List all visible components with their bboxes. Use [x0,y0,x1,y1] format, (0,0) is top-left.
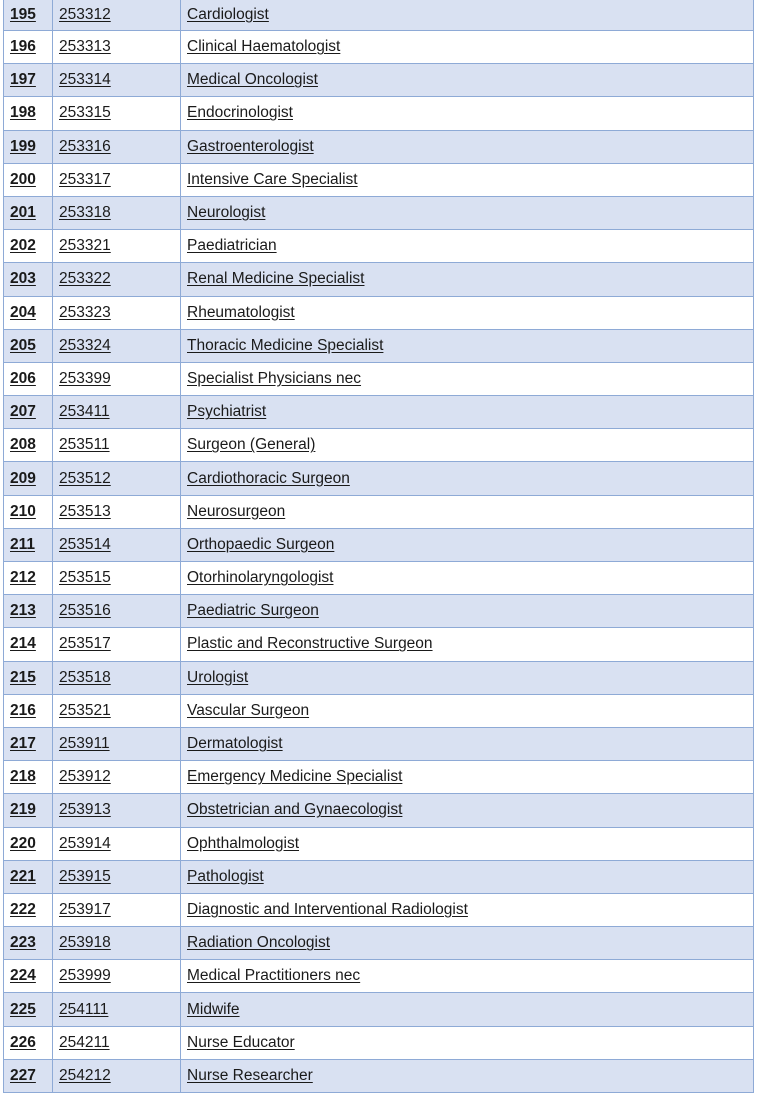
occupation-code-link[interactable]: 253915 [53,860,181,893]
row-number-link[interactable]: 202 [4,230,53,263]
table-row [4,927,754,960]
table-row [4,893,754,926]
occupation-name-link[interactable]: Nurse Educator [181,1026,754,1059]
table-row [4,1059,754,1092]
row-number-link[interactable]: 198 [4,97,53,130]
table-row [4,64,754,97]
occupation-code-link[interactable]: 253411 [53,396,181,429]
row-number-link[interactable]: 227 [4,1059,53,1092]
occupation-code-link[interactable]: 253914 [53,827,181,860]
occupation-code-link[interactable]: 253324 [53,329,181,362]
occupation-name-link[interactable]: Paediatrician [181,230,754,263]
table-row [4,495,754,528]
occupation-name-link[interactable]: Endocrinologist [181,97,754,130]
row-number-link[interactable]: 214 [4,628,53,661]
occupation-name-link[interactable]: Radiation Oncologist [181,927,754,960]
row-number-link[interactable]: 218 [4,761,53,794]
table-row [4,263,754,296]
table-row [4,163,754,196]
occupation-name-link[interactable]: Pathologist [181,860,754,893]
row-number-link[interactable]: 209 [4,462,53,495]
occupation-name-link[interactable]: Paediatric Surgeon [181,595,754,628]
row-number-link[interactable]: 203 [4,263,53,296]
row-number-link[interactable]: 196 [4,31,53,64]
occupation-code-link[interactable]: 253513 [53,495,181,528]
occupation-name-link[interactable]: Vascular Surgeon [181,694,754,727]
row-number-link[interactable]: 217 [4,727,53,760]
table-body [4,0,754,1093]
table-row [4,429,754,462]
row-number-link[interactable]: 223 [4,927,53,960]
occupation-code-link[interactable]: 253517 [53,628,181,661]
occupation-name-link[interactable]: Orthopaedic Surgeon [181,528,754,561]
occupation-name-link[interactable]: Psychiatrist [181,396,754,429]
table-row [4,761,754,794]
row-number-link[interactable]: 199 [4,130,53,163]
table-row [4,661,754,694]
occupation-code-link[interactable]: 253318 [53,196,181,229]
row-number-link[interactable]: 224 [4,960,53,993]
occupation-code-link[interactable]: 253918 [53,927,181,960]
table-row [4,31,754,64]
row-number-link[interactable]: 226 [4,1026,53,1059]
occupation-code-link[interactable]: 253316 [53,130,181,163]
table-row [4,396,754,429]
table-row [4,860,754,893]
occupation-code-link[interactable]: 253321 [53,230,181,263]
occupation-code-link[interactable]: 253518 [53,661,181,694]
occupation-name-link[interactable]: Dermatologist [181,727,754,760]
occupation-code-link[interactable]: 253515 [53,562,181,595]
table-row [4,794,754,827]
occupation-code-link[interactable]: 254212 [53,1059,181,1092]
table-row [4,196,754,229]
table-row [4,628,754,661]
occupation-name-link[interactable]: Urologist [181,661,754,694]
occupation-name-link[interactable]: Gastroenterologist [181,130,754,163]
table-row [4,993,754,1026]
row-number-link[interactable]: 212 [4,562,53,595]
occupation-code-link[interactable]: 253521 [53,694,181,727]
table-row [4,1026,754,1059]
row-number-link[interactable]: 220 [4,827,53,860]
table-row [4,528,754,561]
occupation-code-link[interactable]: 253917 [53,893,181,926]
row-number-link[interactable]: 225 [4,993,53,1026]
occupation-name-link[interactable]: Thoracic Medicine Specialist [181,329,754,362]
row-number-link[interactable]: 211 [4,528,53,561]
occupation-name-link[interactable]: Medical Practitioners nec [181,960,754,993]
occupation-name-link[interactable]: Medical Oncologist [181,64,754,97]
occupation-name-link[interactable]: Neurosurgeon [181,495,754,528]
occupation-code-link[interactable]: 253516 [53,595,181,628]
occupation-code-link[interactable]: 253317 [53,163,181,196]
occupation-code-link[interactable]: 253399 [53,362,181,395]
occupation-list-table-container [3,0,754,1093]
occupation-name-link[interactable]: Otorhinolaryngologist [181,562,754,595]
table-row [4,595,754,628]
occupation-code-link[interactable]: 253512 [53,462,181,495]
row-number-link[interactable]: 210 [4,495,53,528]
occupation-name-link[interactable]: Specialist Physicians nec [181,362,754,395]
table-row [4,296,754,329]
occupation-name-link[interactable]: Renal Medicine Specialist [181,263,754,296]
occupation-name-link[interactable]: Intensive Care Specialist [181,163,754,196]
occupation-list-table [3,0,754,1093]
occupation-code-link[interactable]: 253314 [53,64,181,97]
occupation-name-link[interactable]: Plastic and Reconstructive Surgeon [181,628,754,661]
row-number-link[interactable]: 216 [4,694,53,727]
row-number-link[interactable]: 205 [4,329,53,362]
occupation-code-link[interactable]: 253912 [53,761,181,794]
table-row [4,562,754,595]
row-number-link[interactable]: 213 [4,595,53,628]
occupation-name-link[interactable]: Diagnostic and Interventional Radiologist [181,893,754,926]
occupation-code-link[interactable]: 253322 [53,263,181,296]
table-row [4,97,754,130]
table-row [4,362,754,395]
occupation-code-link[interactable]: 254211 [53,1026,181,1059]
occupation-name-link[interactable]: Ophthalmologist [181,827,754,860]
occupation-code-link[interactable]: 253911 [53,727,181,760]
occupation-name-link[interactable]: Nurse Researcher [181,1059,754,1092]
table-row [4,462,754,495]
occupation-code-link[interactable]: 253514 [53,528,181,561]
row-number-link[interactable]: 215 [4,661,53,694]
occupation-code-link[interactable]: 253323 [53,296,181,329]
table-row [4,329,754,362]
occupation-code-link[interactable]: 253913 [53,794,181,827]
occupation-name-link[interactable]: Surgeon (General) [181,429,754,462]
row-number-link[interactable]: 221 [4,860,53,893]
occupation-name-link[interactable]: Clinical Haematologist [181,31,754,64]
table-row [4,230,754,263]
occupation-name-link[interactable]: Emergency Medicine Specialist [181,761,754,794]
table-row [4,130,754,163]
occupation-code-link[interactable]: 253312 [53,0,181,31]
table-row [4,827,754,860]
table-row [4,960,754,993]
row-number-link[interactable]: 200 [4,163,53,196]
row-number-link[interactable]: 222 [4,893,53,926]
row-number-link[interactable]: 219 [4,794,53,827]
occupation-name-link[interactable]: Midwife [181,993,754,1026]
row-number-link[interactable]: 207 [4,396,53,429]
occupation-code-link[interactable]: 253511 [53,429,181,462]
occupation-code-link[interactable]: 253313 [53,31,181,64]
row-number-link[interactable]: 206 [4,362,53,395]
table-row [4,0,754,31]
table-row [4,694,754,727]
row-number-link[interactable]: 201 [4,196,53,229]
row-number-link[interactable]: 195 [4,0,53,31]
occupation-code-link[interactable]: 253999 [53,960,181,993]
occupation-name-link[interactable]: Cardiothoracic Surgeon [181,462,754,495]
row-number-link[interactable]: 204 [4,296,53,329]
occupation-name-link[interactable]: Cardiologist [181,0,754,31]
occupation-code-link[interactable]: 254111 [53,993,181,1026]
occupation-name-link[interactable]: Rheumatologist [181,296,754,329]
table-row [4,727,754,760]
occupation-name-link[interactable]: Neurologist [181,196,754,229]
row-number-link[interactable]: 197 [4,64,53,97]
row-number-link[interactable]: 208 [4,429,53,462]
occupation-name-link[interactable]: Obstetrician and Gynaecologist [181,794,754,827]
occupation-code-link[interactable]: 253315 [53,97,181,130]
